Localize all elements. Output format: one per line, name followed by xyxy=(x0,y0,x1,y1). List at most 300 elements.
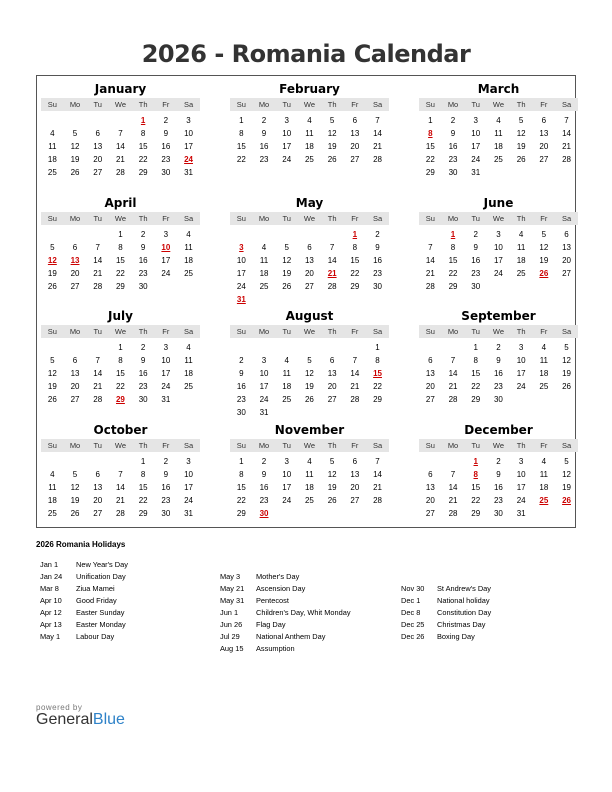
day-cell: 4 xyxy=(186,230,191,239)
holiday-row xyxy=(36,571,128,583)
day-cell: 4 xyxy=(50,470,55,479)
day-cell: 3 xyxy=(518,343,524,352)
day-cell: 18 xyxy=(259,269,269,278)
holiday-column xyxy=(216,571,351,655)
day-cell: 6 xyxy=(428,356,433,365)
day-cell: 9 xyxy=(163,129,169,138)
day-cell: 16 xyxy=(161,483,171,492)
day-cell: 5 xyxy=(329,116,335,125)
holiday-date: Jun 1 xyxy=(220,608,239,617)
weekday-label: We xyxy=(114,441,126,450)
weekday-label: Tu xyxy=(282,214,291,223)
weekday-label: Su xyxy=(425,327,435,336)
day-cell: 8 xyxy=(239,470,244,479)
weekday-label: Fr xyxy=(351,214,359,223)
day-cell: 18 xyxy=(493,142,503,151)
day-cell: 31 xyxy=(516,509,526,518)
day-cell: 4 xyxy=(307,116,312,125)
day-cell: 24 xyxy=(282,496,292,505)
holiday-date: Nov 30 xyxy=(401,584,425,593)
day-cell: 21 xyxy=(562,142,571,151)
day-cell: 26 xyxy=(70,509,80,518)
day-cell: 28 xyxy=(350,395,360,404)
weekday-label: We xyxy=(492,327,504,336)
weekday-label: Mo xyxy=(258,327,270,336)
holiday-day-cell: 21 xyxy=(327,269,337,278)
holiday-row xyxy=(36,595,128,607)
day-cell: 28 xyxy=(425,282,435,291)
holiday-date: Apr 13 xyxy=(40,620,62,629)
day-cell: 10 xyxy=(516,470,526,479)
day-cell: 4 xyxy=(496,116,501,125)
day-cell: 9 xyxy=(496,470,501,479)
day-cell: 6 xyxy=(72,243,78,252)
day-cell: 20 xyxy=(70,269,80,278)
day-cell: 27 xyxy=(350,496,360,505)
day-cell: 10 xyxy=(282,129,292,138)
day-cell: 20 xyxy=(425,382,435,391)
day-cell: 25 xyxy=(184,382,193,391)
day-cell: 20 xyxy=(304,269,314,278)
day-cell: 29 xyxy=(471,509,481,518)
day-cell: 5 xyxy=(564,343,569,352)
weekday-label: Tu xyxy=(471,327,480,336)
month-name: March xyxy=(477,82,520,96)
day-cell: 22 xyxy=(138,496,148,505)
day-cell: 4 xyxy=(50,129,55,138)
holiday-date: May 31 xyxy=(220,596,245,605)
day-cell: 6 xyxy=(95,129,100,138)
day-cell: 10 xyxy=(236,256,246,265)
day-cell: 9 xyxy=(261,129,267,138)
day-cell: 9 xyxy=(261,470,267,479)
day-cell: 9 xyxy=(140,243,146,252)
day-cell: 28 xyxy=(93,395,103,404)
day-cell: 11 xyxy=(184,356,193,365)
weekday-label: Fr xyxy=(351,327,359,336)
day-cell: 17 xyxy=(516,369,526,378)
day-cell: 12 xyxy=(47,369,57,378)
day-cell: 29 xyxy=(471,395,481,404)
day-cell: 19 xyxy=(562,483,571,492)
day-cell: 10 xyxy=(471,129,481,138)
day-cell: 2 xyxy=(496,343,501,352)
month-name: April xyxy=(104,196,137,210)
holiday-row xyxy=(36,619,128,631)
day-cell: 14 xyxy=(373,470,382,479)
holiday-date: Jan 24 xyxy=(40,572,63,581)
day-cell: 6 xyxy=(307,243,312,252)
day-cell: 28 xyxy=(448,509,458,518)
day-cell: 27 xyxy=(425,395,435,404)
day-cell: 13 xyxy=(350,129,360,138)
day-cell: 1 xyxy=(375,343,380,352)
day-cell: 11 xyxy=(539,356,548,365)
weekday-label: Mo xyxy=(69,441,81,450)
weekday-label: Tu xyxy=(93,214,102,223)
weekday-label: Sa xyxy=(372,327,383,336)
day-cell: 5 xyxy=(329,457,335,466)
day-cell: 8 xyxy=(239,129,244,138)
weekday-label: Th xyxy=(327,327,337,336)
day-cell: 14 xyxy=(93,256,103,265)
day-cell: 7 xyxy=(375,116,380,125)
day-cell: 2 xyxy=(261,116,267,125)
day-cell: 4 xyxy=(541,343,547,352)
powered-by-text: powered by xyxy=(36,703,83,712)
weekday-label: Tu xyxy=(471,100,480,109)
day-cell: 1 xyxy=(239,116,244,125)
day-cell: 29 xyxy=(373,395,382,404)
holiday-row xyxy=(397,619,491,631)
holiday-name: Assumption xyxy=(256,644,295,653)
day-cell: 22 xyxy=(115,269,125,278)
day-cell: 8 xyxy=(118,243,123,252)
day-cell: 24 xyxy=(516,496,526,505)
day-cell: 23 xyxy=(138,382,148,391)
holiday-name: Pentecost xyxy=(256,596,289,605)
weekday-label: Th xyxy=(138,214,148,223)
weekday-label: Mo xyxy=(447,441,459,450)
day-cell: 18 xyxy=(47,496,57,505)
holiday-day-cell: 8 xyxy=(473,470,478,479)
day-cell: 14 xyxy=(448,483,458,492)
month-name: May xyxy=(295,196,324,210)
weekday-label: Fr xyxy=(540,441,548,450)
holiday-row xyxy=(397,595,491,607)
holiday-date: Jun 26 xyxy=(220,620,243,629)
day-cell: 10 xyxy=(184,129,193,138)
day-cell: 13 xyxy=(93,483,103,492)
day-cell: 18 xyxy=(304,142,314,151)
weekday-label: Fr xyxy=(351,441,359,450)
day-cell: 9 xyxy=(450,129,456,138)
day-cell: 6 xyxy=(95,470,100,479)
holiday-day-cell: 31 xyxy=(236,295,246,304)
day-cell: 20 xyxy=(93,496,103,505)
day-cell: 11 xyxy=(494,129,503,138)
weekday-label: Sa xyxy=(372,100,383,109)
holiday-name: Christmas Day xyxy=(437,620,486,629)
weekday-label: Su xyxy=(47,441,57,450)
day-cell: 18 xyxy=(282,382,292,391)
logo-general: General xyxy=(36,711,93,728)
holiday-day-cell: 26 xyxy=(562,496,571,505)
holiday-day-cell: 1 xyxy=(140,116,146,125)
day-cell: 31 xyxy=(471,168,481,177)
day-cell: 28 xyxy=(373,496,382,505)
day-cell: 15 xyxy=(425,142,435,151)
holiday-row xyxy=(216,571,351,583)
day-cell: 22 xyxy=(471,382,481,391)
holiday-row xyxy=(216,595,351,607)
weekday-label: Th xyxy=(327,441,337,450)
weekday-label: We xyxy=(114,214,126,223)
day-cell: 8 xyxy=(118,356,123,365)
day-cell: 27 xyxy=(70,395,80,404)
day-cell: 25 xyxy=(47,168,57,177)
day-cell: 28 xyxy=(448,395,458,404)
day-cell: 24 xyxy=(161,382,171,391)
holiday-row xyxy=(216,643,351,655)
day-cell: 14 xyxy=(115,142,125,151)
day-cell: 26 xyxy=(304,395,314,404)
day-cell: 13 xyxy=(425,483,435,492)
day-cell: 5 xyxy=(564,457,569,466)
day-cell: 20 xyxy=(327,382,337,391)
day-cell: 2 xyxy=(163,116,169,125)
day-cell: 24 xyxy=(282,155,292,164)
month-name: August xyxy=(285,309,334,323)
day-cell: 6 xyxy=(352,116,358,125)
weekday-label: Mo xyxy=(69,327,81,336)
day-cell: 19 xyxy=(47,269,57,278)
day-cell: 17 xyxy=(161,369,171,378)
day-cell: 23 xyxy=(373,269,382,278)
day-cell: 9 xyxy=(473,243,478,252)
day-cell: 20 xyxy=(350,142,360,151)
day-cell: 25 xyxy=(304,496,314,505)
day-cell: 24 xyxy=(471,155,481,164)
holiday-date: Apr 12 xyxy=(40,608,62,617)
weekday-label: Tu xyxy=(282,327,291,336)
day-cell: 13 xyxy=(562,243,571,252)
day-cell: 30 xyxy=(493,395,503,404)
month-name: June xyxy=(483,196,514,210)
day-cell: 11 xyxy=(184,243,193,252)
day-cell: 8 xyxy=(375,356,380,365)
day-cell: 30 xyxy=(236,408,246,417)
day-cell: 1 xyxy=(428,116,433,125)
day-cell: 15 xyxy=(236,142,246,151)
day-cell: 19 xyxy=(562,369,571,378)
day-cell: 7 xyxy=(375,457,380,466)
holiday-name: National Anthem Day xyxy=(256,632,326,641)
day-cell: 5 xyxy=(50,356,55,365)
day-cell: 8 xyxy=(352,243,358,252)
holiday-day-cell: 24 xyxy=(184,155,193,164)
day-cell: 13 xyxy=(539,129,549,138)
day-cell: 11 xyxy=(48,483,57,492)
holiday-date: May 3 xyxy=(220,572,241,581)
logo-blue: Blue xyxy=(92,711,125,728)
weekday-label: Th xyxy=(138,100,148,109)
day-cell: 25 xyxy=(282,395,292,404)
day-cell: 2 xyxy=(163,457,169,466)
holiday-date: Aug 15 xyxy=(220,644,244,653)
day-cell: 15 xyxy=(471,369,481,378)
day-cell: 18 xyxy=(184,256,193,265)
day-cell: 6 xyxy=(329,356,335,365)
day-cell: 7 xyxy=(428,243,433,252)
day-cell: 16 xyxy=(236,382,246,391)
day-cell: 21 xyxy=(115,155,125,164)
weekday-label: Sa xyxy=(561,100,572,109)
day-cell: 25 xyxy=(539,382,549,391)
day-cell: 10 xyxy=(493,243,503,252)
holiday-day-cell: 1 xyxy=(473,457,478,466)
day-cell: 4 xyxy=(541,457,547,466)
day-cell: 4 xyxy=(518,230,524,239)
weekday-label: Mo xyxy=(69,214,81,223)
day-cell: 25 xyxy=(259,282,269,291)
day-cell: 23 xyxy=(493,496,503,505)
weekday-label: Tu xyxy=(471,214,480,223)
day-cell: 3 xyxy=(163,343,169,352)
day-cell: 27 xyxy=(93,168,103,177)
holiday-column xyxy=(397,583,491,643)
day-cell: 29 xyxy=(448,282,458,291)
day-cell: 30 xyxy=(448,168,458,177)
day-cell: 6 xyxy=(541,116,547,125)
weekday-label: Th xyxy=(327,214,337,223)
day-cell: 27 xyxy=(304,282,314,291)
day-cell: 10 xyxy=(259,369,269,378)
holiday-name: Easter Monday xyxy=(76,620,126,629)
weekday-label: Fr xyxy=(162,441,170,450)
day-cell: 20 xyxy=(350,483,360,492)
day-cell: 12 xyxy=(516,129,526,138)
day-cell: 8 xyxy=(450,243,456,252)
day-cell: 4 xyxy=(307,457,312,466)
day-cell: 1 xyxy=(140,457,146,466)
weekday-label: Fr xyxy=(162,100,170,109)
weekday-label: Su xyxy=(425,100,435,109)
weekday-label: Sa xyxy=(372,441,383,450)
holiday-day-cell: 8 xyxy=(428,129,433,138)
day-cell: 1 xyxy=(239,457,244,466)
day-cell: 26 xyxy=(47,395,57,404)
day-cell: 6 xyxy=(564,230,569,239)
day-cell: 8 xyxy=(473,356,478,365)
weekday-label: Mo xyxy=(447,327,459,336)
day-cell: 13 xyxy=(327,369,337,378)
holiday-row xyxy=(216,619,351,631)
day-cell: 15 xyxy=(471,483,481,492)
holiday-name: Boxing Day xyxy=(437,632,475,641)
weekday-label: Fr xyxy=(162,214,170,223)
day-cell: 12 xyxy=(282,256,292,265)
day-cell: 6 xyxy=(352,457,358,466)
day-cell: 25 xyxy=(304,155,314,164)
weekday-label: Mo xyxy=(258,441,270,450)
holiday-date: Dec 25 xyxy=(401,620,425,629)
day-cell: 12 xyxy=(70,483,80,492)
day-cell: 30 xyxy=(471,282,481,291)
holiday-name: Ziua Mamei xyxy=(76,584,115,593)
day-cell: 20 xyxy=(93,155,103,164)
day-cell: 27 xyxy=(539,155,549,164)
holiday-name: Constitution Day xyxy=(437,608,492,617)
holiday-name: Flag Day xyxy=(256,620,286,629)
day-cell: 1 xyxy=(118,230,123,239)
day-cell: 31 xyxy=(184,168,193,177)
day-cell: 23 xyxy=(448,155,458,164)
day-cell: 29 xyxy=(425,168,435,177)
day-cell: 29 xyxy=(138,509,148,518)
holiday-date: Jan 1 xyxy=(40,560,59,569)
day-cell: 25 xyxy=(184,269,193,278)
day-cell: 16 xyxy=(161,142,171,151)
weekday-label: We xyxy=(492,100,504,109)
day-cell: 6 xyxy=(428,470,433,479)
holiday-row xyxy=(216,583,351,595)
day-cell: 14 xyxy=(327,256,337,265)
weekday-label: Th xyxy=(516,100,526,109)
day-cell: 11 xyxy=(48,142,57,151)
weekday-label: Fr xyxy=(540,100,548,109)
day-cell: 7 xyxy=(352,356,358,365)
weekday-label: Th xyxy=(516,441,526,450)
holiday-date: Dec 8 xyxy=(401,608,421,617)
day-cell: 28 xyxy=(93,282,103,291)
day-cell: 5 xyxy=(50,243,55,252)
month-name: December xyxy=(464,423,533,437)
holiday-name: National holiday xyxy=(437,596,490,605)
weekday-label: Su xyxy=(47,214,57,223)
day-cell: 14 xyxy=(425,256,435,265)
holiday-date: Mar 8 xyxy=(40,584,59,593)
day-cell: 20 xyxy=(539,142,549,151)
weekday-label: Tu xyxy=(93,327,102,336)
day-cell: 2 xyxy=(450,116,456,125)
day-cell: 3 xyxy=(473,116,478,125)
day-cell: 21 xyxy=(350,382,360,391)
holiday-date: May 1 xyxy=(40,632,61,641)
day-cell: 23 xyxy=(493,382,503,391)
day-cell: 23 xyxy=(259,155,269,164)
weekday-label: Tu xyxy=(471,441,480,450)
day-cell: 22 xyxy=(236,155,246,164)
day-cell: 13 xyxy=(350,470,360,479)
weekday-label: Fr xyxy=(540,214,548,223)
day-cell: 23 xyxy=(471,269,481,278)
day-cell: 17 xyxy=(259,382,269,391)
holiday-row xyxy=(36,631,128,643)
day-cell: 30 xyxy=(138,395,148,404)
holiday-name: Unification Day xyxy=(76,572,126,581)
holiday-row xyxy=(36,583,128,595)
holiday-day-cell: 29 xyxy=(115,395,125,404)
day-cell: 16 xyxy=(493,483,503,492)
day-cell: 21 xyxy=(425,269,435,278)
holiday-date: Dec 1 xyxy=(401,596,421,605)
day-cell: 11 xyxy=(516,243,526,252)
weekday-label: Su xyxy=(236,100,246,109)
day-cell: 23 xyxy=(161,155,171,164)
day-cell: 10 xyxy=(516,356,526,365)
day-cell: 21 xyxy=(448,382,458,391)
weekday-label: Th xyxy=(516,327,526,336)
holiday-day-cell: 25 xyxy=(539,496,549,505)
day-cell: 17 xyxy=(493,256,503,265)
weekday-label: We xyxy=(492,441,504,450)
day-cell: 2 xyxy=(496,457,501,466)
day-cell: 12 xyxy=(327,129,337,138)
day-cell: 12 xyxy=(562,470,571,479)
weekday-label: Mo xyxy=(447,214,459,223)
day-cell: 15 xyxy=(138,483,148,492)
weekday-label: Th xyxy=(327,100,337,109)
holiday-name: New Year's Day xyxy=(76,560,128,569)
day-cell: 19 xyxy=(70,155,80,164)
day-cell: 19 xyxy=(516,142,526,151)
day-cell: 28 xyxy=(562,155,571,164)
day-cell: 17 xyxy=(161,256,171,265)
weekday-label: Sa xyxy=(183,327,194,336)
day-cell: 7 xyxy=(95,356,100,365)
day-cell: 12 xyxy=(70,142,80,151)
